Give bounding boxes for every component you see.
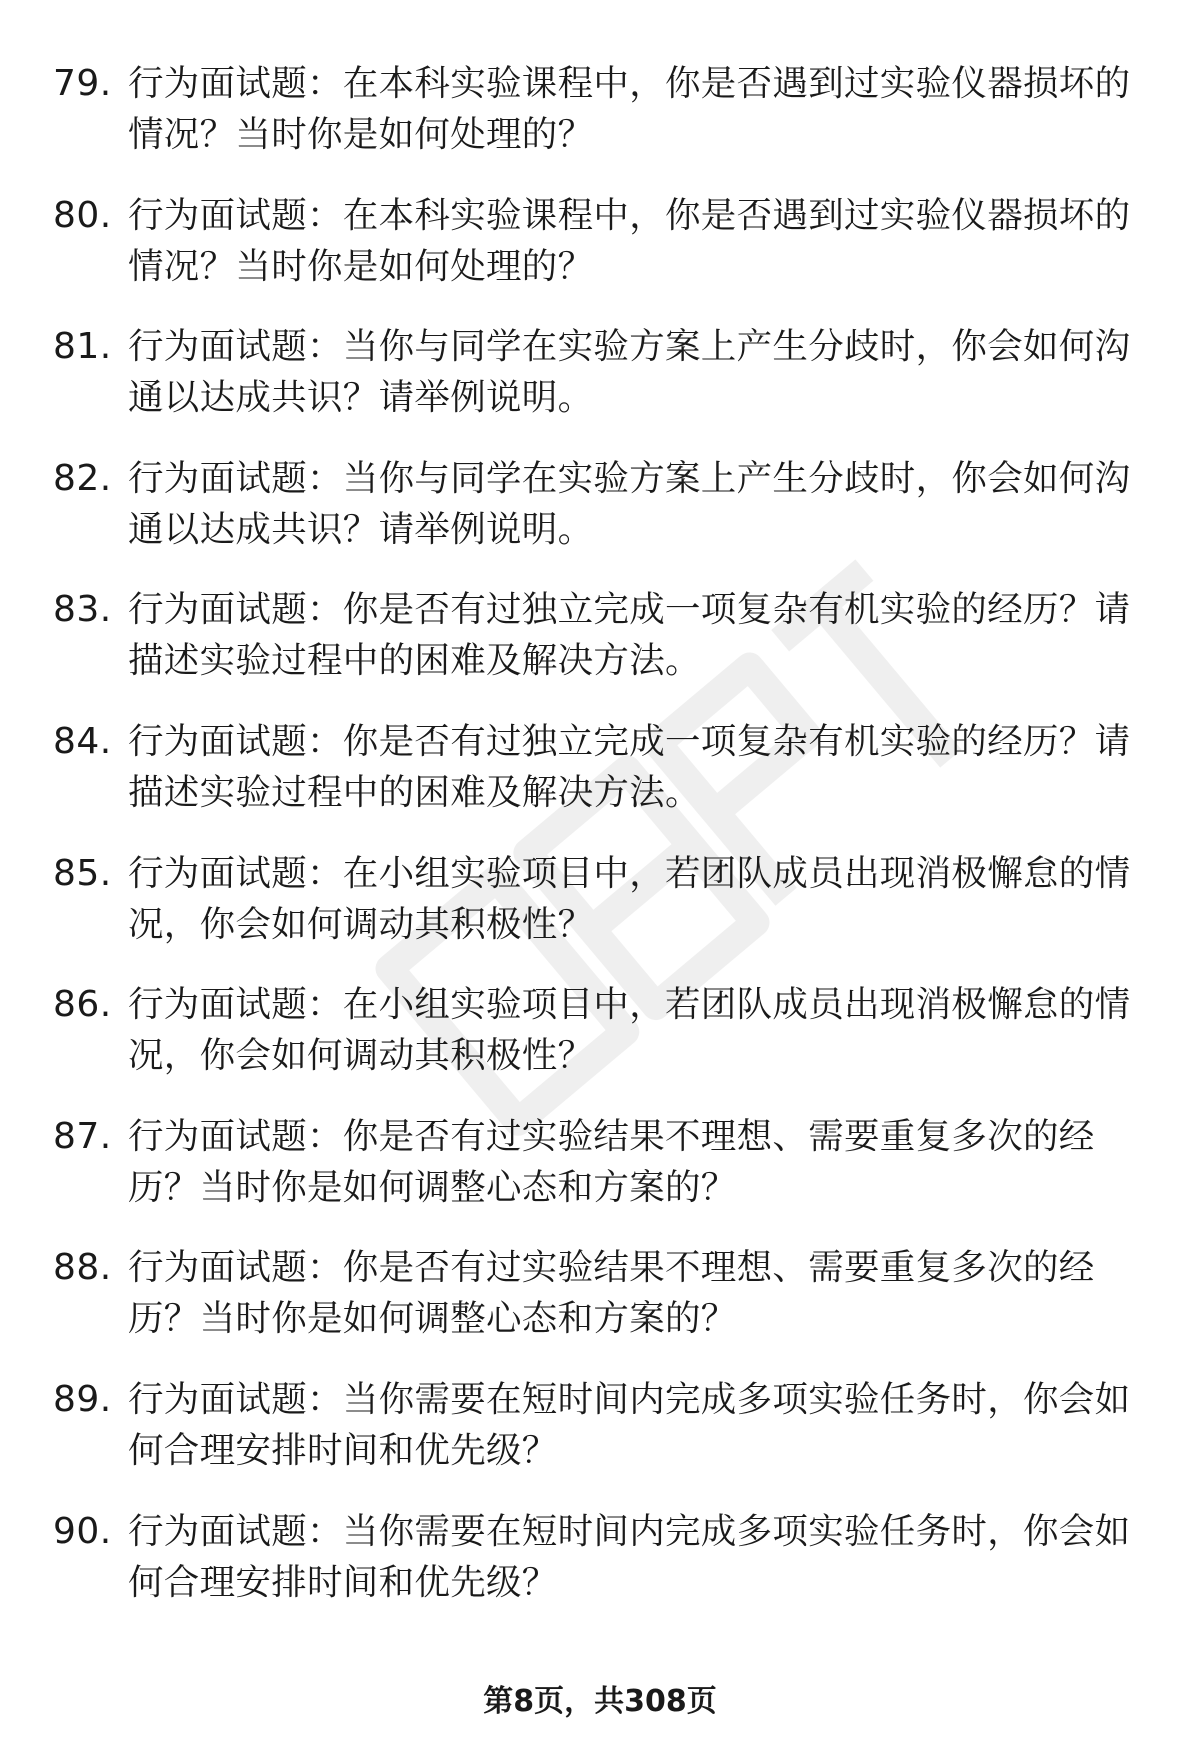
question-text: 行为面试题：你是否有过实验结果不理想、需要重复多次的经历？当时你是如何调整心态和方案的？: [128, 1115, 1095, 1208]
question-number: 85.: [53, 852, 112, 894]
question-number: 81.: [53, 326, 112, 368]
question-text: 行为面试题：当你与同学在实验方案上产生分歧时，你会如何沟通以达成共识？请举例说明。: [128, 457, 1131, 550]
question-item: [0, 453, 1200, 585]
question-text: 行为面试题：在小组实验项目中，若团队成员出现消极懈怠的情况，你会如何调动其积极性？: [128, 984, 1131, 1077]
page-footer: 第8页，共308页: [483, 1684, 717, 1719]
question-item: [0, 321, 1200, 453]
question-text: 行为面试题：在本科实验课程中，你是否遇到过实验仪器损坏的情况？当时你是如何处理的？: [128, 63, 1131, 155]
question-list: [0, 58, 1200, 1637]
question-text: 行为面试题：你是否有过实验结果不理想、需要重复多次的经历？当时你是如何调整心态和方案的？: [128, 1247, 1095, 1340]
question-number: 88.: [53, 1247, 112, 1289]
question-text: 行为面试题：当你与同学在实验方案上产生分歧时，你会如何沟通以达成共识？请举例说明。: [128, 326, 1131, 419]
question-item: [0, 58, 1200, 190]
question-item: [0, 716, 1200, 848]
question-number: 80.: [53, 194, 112, 236]
question-text: 行为面试题：你是否有过独立完成一项复杂有机实验的经历？请描述实验过程中的困难及解决方法。: [128, 589, 1131, 682]
question-text: 行为面试题：当你需要在短时间内完成多项实验任务时，你会如何合理安排时间和优先级？: [128, 1510, 1131, 1603]
question-number: 87.: [53, 1115, 112, 1157]
question-item: [0, 584, 1200, 716]
question-item: [0, 1374, 1200, 1506]
question-number: 90.: [53, 1510, 112, 1552]
question-text: 行为面试题：在小组实验项目中，若团队成员出现消极懈怠的情况，你会如何调动其积极性？: [128, 852, 1131, 945]
question-number: 89.: [53, 1378, 112, 1420]
question-item: [0, 190, 1200, 322]
question-item: [0, 1242, 1200, 1374]
question-number: 84.: [53, 720, 112, 762]
question-number: 86.: [53, 984, 112, 1026]
question-item: [0, 1111, 1200, 1243]
question-number: 83.: [53, 589, 112, 631]
question-item: [0, 848, 1200, 980]
question-number: 82.: [53, 457, 112, 499]
question-text: 行为面试题：你是否有过独立完成一项复杂有机实验的经历？请描述实验过程中的困难及解决方法。: [128, 720, 1131, 813]
question-item: [0, 979, 1200, 1111]
question-text: 行为面试题：在本科实验课程中，你是否遇到过实验仪器损坏的情况？当时你是如何处理的？: [128, 194, 1131, 287]
question-text: 行为面试题：当你需要在短时间内完成多项实验任务时，你会如何合理安排时间和优先级？: [128, 1378, 1131, 1471]
question-item: [0, 1506, 1200, 1638]
question-number: 79.: [53, 63, 112, 104]
